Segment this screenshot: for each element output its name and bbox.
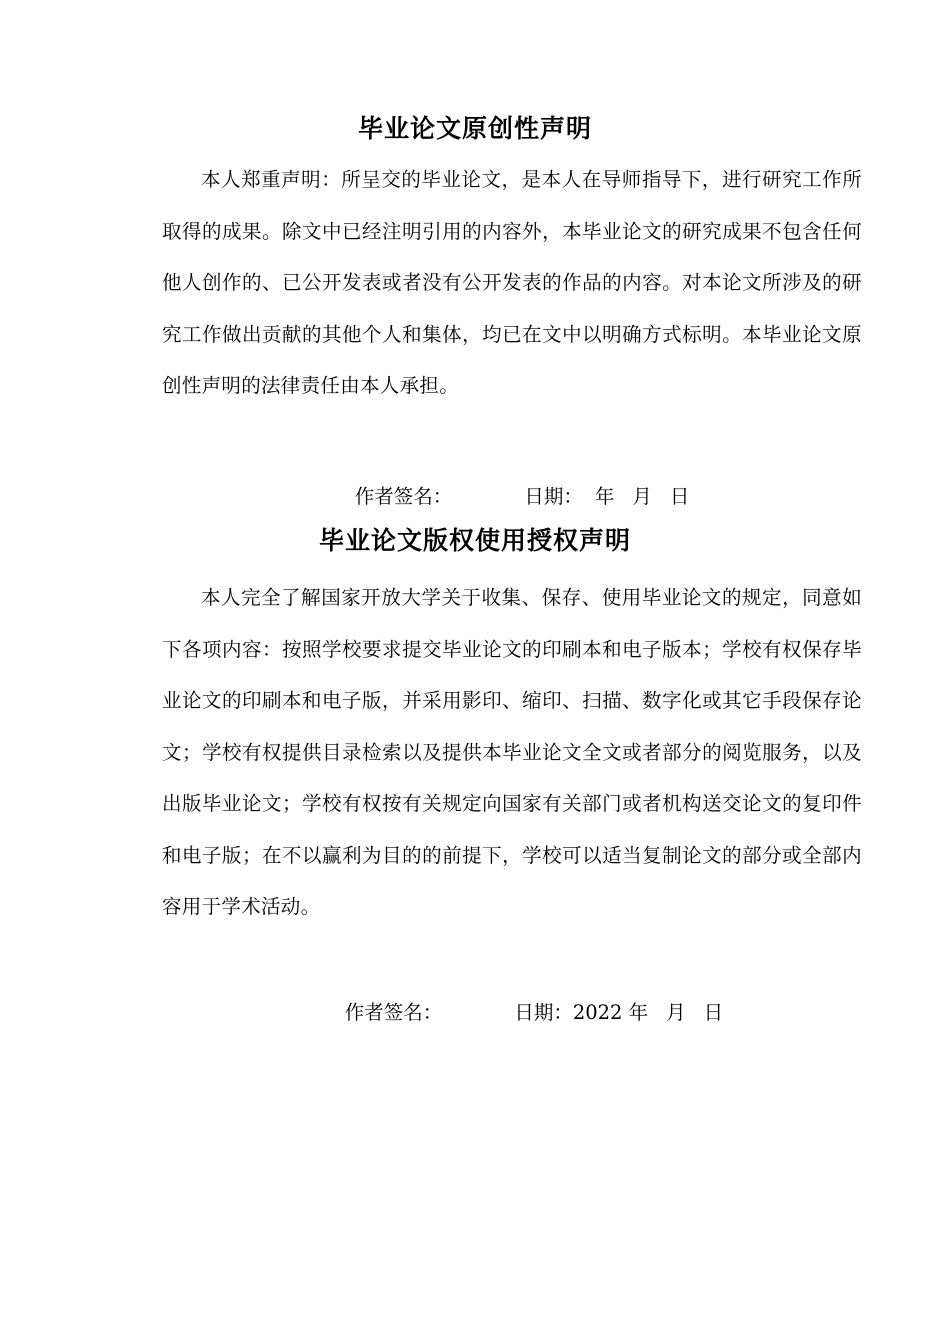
originality-date-month: 月 [632, 485, 652, 508]
originality-date-day: 日 [669, 485, 690, 508]
originality-statement-body: 本人郑重声明：所呈交的毕业论文，是本人在导师指导下，进行研究工作所取得的成果。除文中已经注明引用的内容外，本毕业论文的研究成果不包含任何他人创作的、已公开发表或者没有公开发表的作品的内容。对本论文所涉及的研究工作做出贡献的其他个人和集体，均已在文中以明确方式标明。本毕业论文原创性声明的法律责任由本人承担。 [162, 168, 862, 397]
copyright-signature-row [320, 968, 723, 1058]
copyright-date-label: 日期： [514, 1001, 573, 1024]
originality-title: 毕业论文原创性声明 [357, 114, 592, 143]
originality-signature-label: 作者签名： [354, 485, 453, 508]
copyright-date-month: 月 [666, 1001, 686, 1024]
copyright-statement-body: 本人完全了解国家开放大学关于收集、保存、使用毕业论文的规定，同意如下各项内容：按照学校要求提交毕业论文的印刷本和电子版本；学校有权保存毕业论文的印刷本和电子版，并采用影印、缩印、扫描、数字化或其它手段保存论文；学校有权提供目录检索以及提供本毕业论文全文或者部分的阅览服务，以及出版毕业论文；学校有权按有关规定向国家有关部门或者机构送交论文的复印件和电子版；在不以赢利为目的的前提下，学校可以适当复制论文的部分或全部内容用于学术活动。 [162, 586, 862, 918]
copyright-title: 毕业论文版权使用授权声明 [318, 526, 631, 555]
originality-date-label: 日期： [524, 485, 583, 508]
copyright-date-year: 2022 年 [572, 1001, 649, 1024]
originality-date-year: 年 [594, 485, 615, 508]
copyright-signature-label: 作者签名： [344, 1001, 443, 1024]
copyright-date-day: 日 [703, 1001, 724, 1024]
